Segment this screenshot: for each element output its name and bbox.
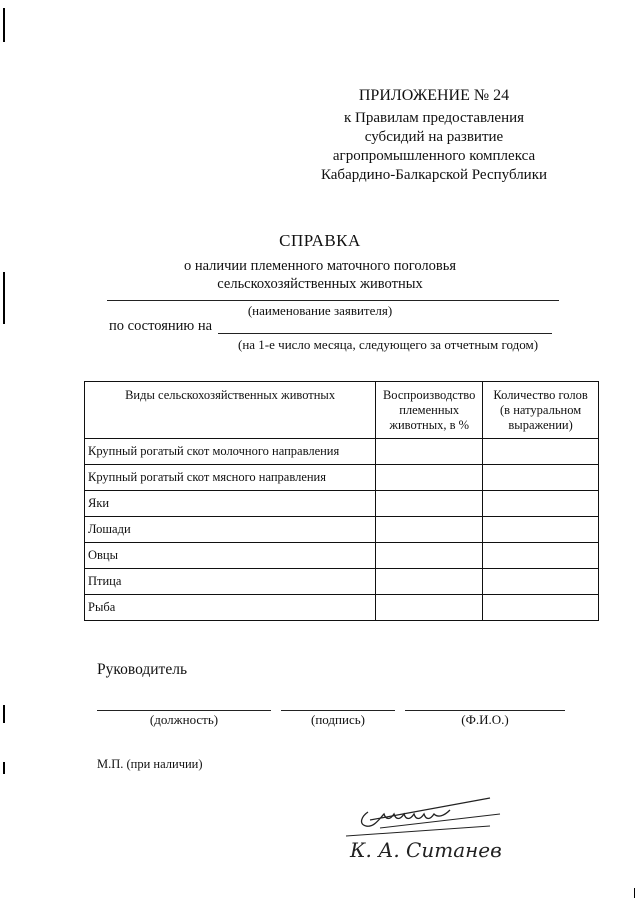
table-row (85, 439, 599, 465)
row-name: Рыба (85, 595, 376, 621)
scan-mark-top (3, 8, 5, 42)
livestock-table (84, 381, 599, 621)
subtitle-line-2: сельскохозяйственных животных (217, 276, 423, 292)
header-animal-type: Виды сельскохозяйственных животных (85, 382, 376, 439)
reproduction-cell[interactable] (376, 465, 483, 491)
header-reproduction: Воспроизводство племенных животных, в % (376, 382, 483, 439)
head-count-cell[interactable] (483, 517, 599, 543)
appendix-number: ПРИЛОЖЕНИЕ № 24 (358, 87, 510, 104)
date-label: по состоянию на (109, 318, 213, 334)
scan-mark-lower (3, 705, 5, 723)
head-count-cell[interactable] (483, 595, 599, 621)
signature-caption: (подпись) (311, 712, 365, 727)
row-name: Крупный рогатый скот молочного направления (85, 439, 376, 465)
reproduction-cell[interactable] (376, 595, 483, 621)
row-name: Крупный рогатый скот мясного направления (85, 465, 376, 491)
row-name: Яки (85, 491, 376, 517)
table-row (85, 569, 599, 595)
reproduction-cell[interactable] (376, 491, 483, 517)
appendix-line-1: к Правилам предоставления (343, 110, 525, 126)
header-head-count: Количество голов (в натуральном выражении) (483, 382, 599, 439)
appendix-line-3: агропромышленного комплекса (332, 148, 536, 164)
name-line[interactable] (405, 710, 565, 711)
scan-mark-bottom (3, 762, 5, 774)
table-row (85, 465, 599, 491)
table-row (85, 491, 599, 517)
row-name: Птица (85, 569, 376, 595)
appendix-line-4: Кабардино-Балкарской Республики (320, 167, 548, 183)
head-label: Руководитель (97, 661, 188, 678)
subtitle-line-1: о наличии племенного маточного поголовья (183, 258, 457, 274)
table-row (85, 543, 599, 569)
name-caption: (Ф.И.О.) (461, 712, 509, 727)
table-row (85, 517, 599, 543)
signature-line[interactable] (281, 710, 395, 711)
head-count-cell[interactable] (483, 465, 599, 491)
position-line[interactable] (97, 710, 271, 711)
table-row (85, 595, 599, 621)
stamp-label: М.П. (при наличии) (97, 757, 203, 771)
position-caption: (должность) (149, 712, 219, 727)
head-count-cell[interactable] (483, 439, 599, 465)
reproduction-cell[interactable] (376, 569, 483, 595)
document-subtitle (0, 257, 640, 293)
applicant-name-line[interactable] (107, 300, 559, 301)
appendix-block (314, 86, 554, 185)
applicant-caption: (наименование заявителя) (247, 303, 393, 318)
date-caption: (на 1-е число месяца, следующего за отчетным годом) (238, 337, 539, 352)
date-line[interactable] (218, 333, 552, 334)
head-count-cell[interactable] (483, 569, 599, 595)
scan-mark-right (634, 888, 635, 898)
row-name: Лошади (85, 517, 376, 543)
handwritten-signature-icon (340, 790, 520, 840)
appendix-line-2: субсидий на развитие (364, 129, 504, 145)
reproduction-cell[interactable] (376, 543, 483, 569)
row-name: Овцы (85, 543, 376, 569)
head-count-cell[interactable] (483, 491, 599, 517)
reproduction-cell[interactable] (376, 439, 483, 465)
handwritten-name: К. А. Ситанев (350, 838, 502, 862)
head-count-cell[interactable] (483, 543, 599, 569)
table-header-row (85, 382, 599, 439)
reproduction-cell[interactable] (376, 517, 483, 543)
document-title: СПРАВКА (279, 231, 361, 250)
